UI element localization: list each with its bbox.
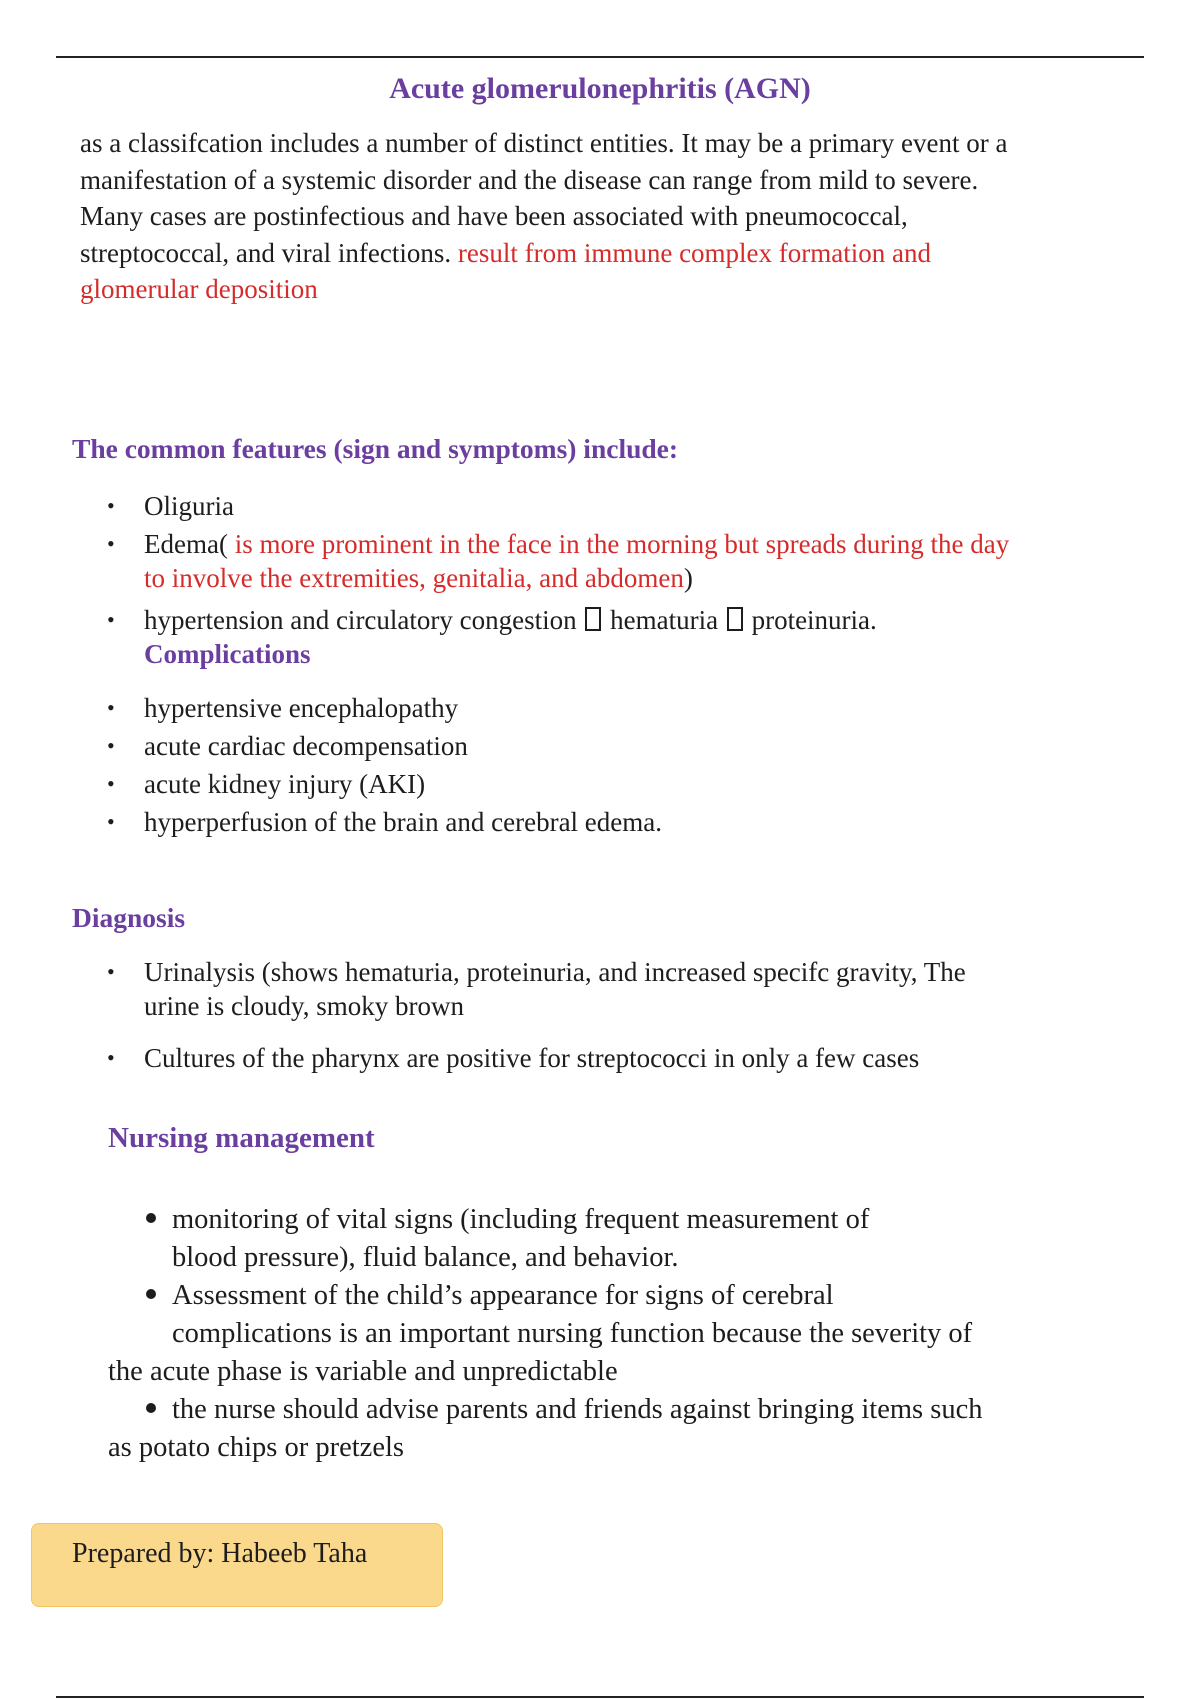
prepared-by-box: Prepared by: Habeeb Taha xyxy=(31,1523,443,1607)
nursing-line xyxy=(108,1201,1148,1239)
nursing-text: monitoring of vital signs (including frequent measurement of xyxy=(172,1204,870,1235)
nursing-text: Assessment of the child’s appearance for signs of cerebral xyxy=(172,1280,834,1311)
list-item-text: proteinuria. xyxy=(744,605,877,635)
list-item-highlight: is more prominent in the face in the morning but spreads during the day xyxy=(227,529,1010,559)
intro-line: Many cases are postinfectious and have been associated with pneumococcal, xyxy=(80,201,908,231)
top-rule xyxy=(56,56,1144,58)
list-item xyxy=(80,489,1140,523)
list-item xyxy=(80,955,1140,1023)
list-item-text: Urinalysis (shows hematuria, proteinuria, and increased specifc gravity, The xyxy=(144,957,966,987)
bullet-icon xyxy=(146,1213,156,1223)
nursing-heading: Nursing management xyxy=(108,1122,375,1154)
list-item: • acute cardiac decompensation xyxy=(80,729,1140,763)
nursing-text: the nurse should advise parents and friends against bringing items such xyxy=(172,1394,983,1425)
intro-paragraph xyxy=(80,125,1140,308)
list-item xyxy=(80,603,1140,671)
list-item-text: hypertension and circulatory congestion xyxy=(144,605,584,635)
complications-list xyxy=(80,691,1140,839)
nursing-line: as potato chips or pretzels xyxy=(108,1432,404,1463)
complications-heading: Complications xyxy=(144,639,311,669)
list-item-text: hematuria xyxy=(603,605,725,635)
nursing-line: the acute phase is variable and unpredictable xyxy=(108,1356,618,1387)
intro-line: manifestation of a systemic disorder and the disease can range from mild to severe. xyxy=(80,164,979,195)
list-item: • acute kidney injury (AKI) xyxy=(80,767,1140,801)
diagnosis-list xyxy=(80,955,1140,1075)
features-list xyxy=(80,489,1140,671)
bullet-icon xyxy=(146,1403,156,1413)
diagnosis-heading: Diagnosis xyxy=(72,902,186,933)
intro-highlight: result from immune complex formation and xyxy=(457,237,931,268)
nursing-management-list xyxy=(108,1201,1148,1467)
bottom-rule xyxy=(56,1696,1144,1698)
nursing-line xyxy=(108,1277,1148,1315)
bullet-icon xyxy=(146,1289,156,1299)
nursing-line xyxy=(108,1391,1148,1429)
page-title: Acute glomerulonephritis (AGN) xyxy=(389,72,811,105)
list-item: • hyperperfusion of the brain and cerebral edema. xyxy=(80,805,1140,839)
intro-line: as a classifcation includes a number of distinct entities. It may be a primary event or a xyxy=(80,128,1008,158)
intro-highlight-line: glomerular deposition xyxy=(80,274,318,304)
nursing-line: complications is an important nursing function because the severity of xyxy=(172,1318,973,1349)
missing-glyph-icon xyxy=(727,607,743,631)
intro-line xyxy=(80,235,1140,272)
list-item-text: ) xyxy=(683,563,693,593)
list-item-text: Edema( xyxy=(144,529,228,559)
missing-glyph-icon xyxy=(585,607,601,631)
features-heading: The common features (sign and symptoms) include: xyxy=(72,433,679,464)
list-item: • hypertensive encephalopathy xyxy=(80,691,1140,725)
list-item-highlight: to involve the extremities, genitalia, and abdomen xyxy=(144,563,684,593)
list-item-text: urine is cloudy, smoky brown xyxy=(144,991,464,1021)
list-item xyxy=(80,527,1140,595)
nursing-line: blood pressure), fluid balance, and behavior. xyxy=(172,1242,679,1273)
intro-text: streptococcal, and viral infections. xyxy=(80,237,458,268)
list-item-text: Oliguria xyxy=(144,491,234,521)
list-item: • Cultures of the pharynx are positive for streptococci in only a few cases xyxy=(80,1041,1140,1075)
